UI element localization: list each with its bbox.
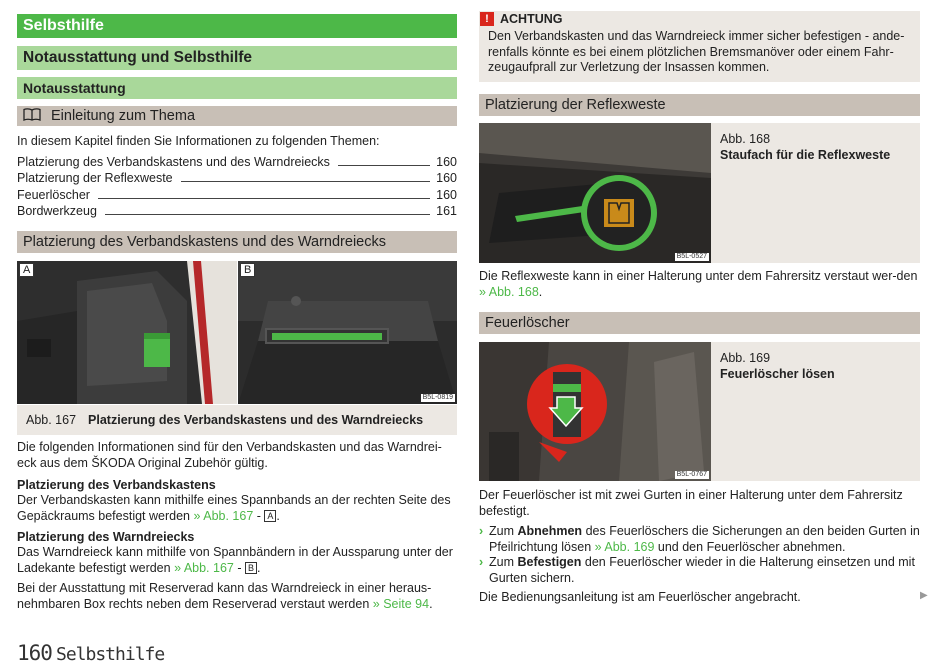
step-item: › Zum Befestigen den Feuerlöscher wieder in die Halterung einsetzen und mit Gurten sichern.	[479, 555, 915, 585]
manual-note: Die Bedienungsanleitung ist am Feuerlöscher angebracht.	[479, 590, 801, 604]
figure-code: B5L-0527	[676, 253, 707, 260]
toc-item[interactable]: Bordwerkzeug 161	[17, 204, 457, 218]
spare-wheel-text: Bei der Ausstattung mit Reserverad kann das Warndreieck in einer heraus-nehmbaren Box rechts neben dem Reserverad verstaut werden » Seite 94.	[17, 581, 433, 611]
warning-box	[479, 11, 920, 82]
intro-text: In diesem Kapitel finden Sie Informationen zu folgenden Themen:	[17, 134, 380, 148]
link-abb-167[interactable]: » Abb. 167	[174, 560, 234, 575]
toc-item[interactable]: Feuerlöscher 160	[17, 187, 457, 202]
warning-icon: !	[480, 12, 494, 26]
step-item: › Zum Abnehmen des Feuerlöschers die Sicherungen an den beiden Gurten in Pfeilrichtung lösen » Abb. 169 und den Feuerlöscher abnehmen.	[479, 524, 920, 554]
chevron-right-icon: ›	[479, 555, 484, 569]
figure-168	[479, 123, 711, 263]
extinguisher-heading: Feuerlöscher	[479, 312, 920, 334]
figure-code: B5L-0819	[422, 394, 453, 401]
kit-title: Platzierung des Verbandskastens	[17, 478, 216, 492]
vest-heading: Platzierung der Reflexweste	[479, 94, 920, 116]
figure-167-a	[17, 261, 237, 404]
link-abb-169[interactable]: » Abb. 169	[594, 539, 655, 554]
section-heading: Notausstattung und Selbsthilfe	[17, 46, 457, 70]
figure-code: B5L-0767	[676, 471, 707, 478]
figure-label-a: A	[19, 263, 34, 277]
triangle-title: Platzierung des Warndreiecks	[17, 530, 195, 544]
toc-item[interactable]: Platzierung der Reflexweste 160	[17, 171, 457, 185]
toc-item[interactable]: Platzierung des Verbandskastens und des Warndreiecks 160	[17, 154, 457, 169]
chevron-right-icon: ›	[479, 524, 484, 538]
warning-title: ACHTUNG	[500, 12, 563, 26]
figure-169	[479, 342, 711, 481]
vest-text: Die Reflexweste kann in einer Halterung unter dem Fahrersitz verstaut wer-den » Abb. 168.	[479, 269, 918, 299]
figure-169-caption: Abb. 169 Feuerlöscher lösen	[711, 342, 920, 481]
step-list	[479, 524, 920, 586]
extinguisher-text: Der Feuerlöscher ist mit zwei Gurten in einer Halterung unter dem Fahrersitz befestigt.	[479, 488, 903, 518]
figure-167-caption: Abb. 167 Platzierung des Verbandskastens und des Warndreiecks	[17, 405, 457, 435]
intro-heading: Einleitung zum Thema	[17, 106, 457, 126]
placement-heading: Platzierung des Verbandskastens und des Warndreiecks	[17, 231, 457, 253]
subsection-heading: Notausstattung	[17, 77, 457, 99]
kit-text: Der Verbandskasten kann mithilfe eines Spannbands an der rechten Seite des Gepäckraums befestigt werden » Abb. 167 - A .	[17, 493, 451, 523]
book-icon	[23, 108, 43, 125]
figure-167-b	[238, 261, 457, 404]
figure-label-b: B	[240, 263, 255, 277]
page-number: 160	[17, 641, 52, 665]
footer-title: Selbsthilfe	[56, 644, 165, 665]
link-abb-168[interactable]: » Abb. 168	[479, 284, 539, 299]
link-abb-167[interactable]: » Abb. 167	[193, 508, 254, 523]
triangle-text: Das Warndreieck kann mithilfe von Spannbändern in der Aussparung unter der Ladekante befestigt werden » Abb. 167 - B .	[17, 545, 453, 575]
warning-text: Den Verbandskasten und das Warndreieck immer sicher befestigen - ande-renfalls könnte es bei einem plötzlichen Bremsmanöver oder einem Fahr-zeugaufprall zur Verletzung der Insassen kommen.	[488, 29, 905, 74]
chapter-heading: Selbsthilfe	[17, 14, 457, 38]
para-info: Die folgenden Informationen sind für den Verbandskasten und das Warndrei-eck aus dem ŠKODA Original Zubehör gültig.	[17, 440, 442, 470]
next-page-icon[interactable]: ▶	[920, 590, 928, 601]
link-seite-94[interactable]: » Seite 94	[372, 596, 430, 611]
figure-168-caption: Abb. 168 Staufach für die Reflexweste	[711, 123, 920, 263]
toc-list	[17, 153, 457, 219]
